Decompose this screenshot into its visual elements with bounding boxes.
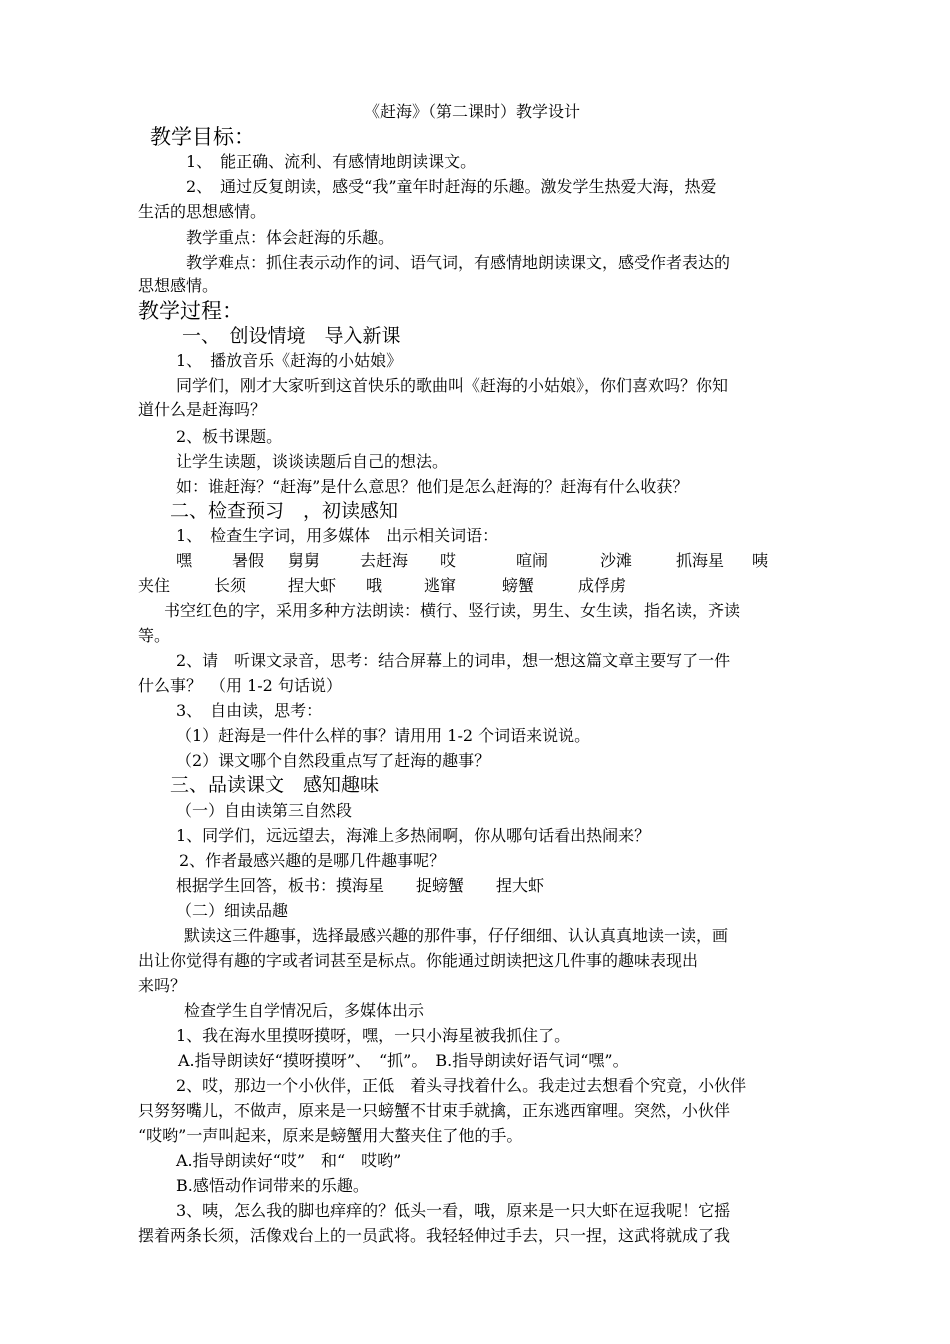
vocab-word: 暑假 bbox=[232, 551, 265, 570]
section-1-para-3: 如：谁赶海？“赶海”是什么意思？他们是怎么赶海的？赶海有什么收获？ bbox=[176, 477, 689, 496]
vocab-word: 捏大虾 bbox=[288, 576, 337, 595]
difficulty-line1: 教学难点：抓住表示动作的词、语气词，有感情地朗读课文，感受作者表达的 bbox=[186, 253, 731, 272]
difficulty-line2: 思想感情。 bbox=[138, 276, 219, 295]
vocab-row-2 bbox=[138, 576, 626, 596]
section-3-para-1-line2: 出让你觉得有趣的字或者词甚至是标点。你能通过朗读把这几件事的趣味表现出 bbox=[138, 951, 699, 970]
section-3-sub-1: （一）自由读第三自然段 bbox=[176, 801, 353, 820]
vocab-word: 哦 bbox=[366, 576, 383, 595]
example-2-guide-b: B.感悟动作词带来的乐趣。 bbox=[176, 1176, 369, 1195]
vocab-word: 去赶海 bbox=[360, 551, 409, 570]
section-3-item-2: 2、作者最感兴趣的是哪几件趣事呢？ bbox=[179, 851, 446, 870]
example-3-line1: 3、咦，怎么我的脚也痒痒的？低头一看，哦，原来是一只大虾在逗我呢！它摇 bbox=[176, 1201, 731, 1220]
goal-2-line2: 生活的思想感情。 bbox=[138, 202, 267, 221]
vocab-word: 喧闹 bbox=[516, 551, 549, 570]
vocab-word: 沙滩 bbox=[600, 551, 633, 570]
vocab-word: 螃蟹 bbox=[502, 576, 535, 595]
document-title: 《赶海》（第二课时）教学设计 bbox=[364, 102, 581, 121]
section-3-para-1-line3: 来吗？ bbox=[138, 976, 187, 995]
vocab-word: 哎 bbox=[440, 551, 457, 570]
section-3-board: 根据学生回答，板书：摸海星 捉螃蟹 捏大虾 bbox=[176, 876, 545, 895]
vocab-word: 舅舅 bbox=[288, 551, 321, 570]
vocab-word: 长须 bbox=[214, 576, 247, 595]
example-2-line3: “哎哟”一声叫起来，原来是螃蟹用大螯夹住了他的手。 bbox=[138, 1126, 523, 1145]
vocab-row-1 bbox=[176, 551, 768, 571]
section-3-heading: 三、品读课文 感知趣味 bbox=[170, 774, 380, 796]
section-3-item-1: 1、同学们，远远望去，海滩上多热闹啊，你从哪句话看出热闹来？ bbox=[176, 826, 651, 845]
example-3-line2: 摆着两条长须，活像戏台上的一员武将。我轻轻伸过手去，只一捏，这武将就成了我 bbox=[138, 1226, 731, 1245]
section-3-sub-2: （二）细读品趣 bbox=[176, 901, 289, 920]
vocab-word: 咦 bbox=[752, 551, 769, 570]
process-heading: 教学过程： bbox=[138, 299, 243, 323]
goal-1: 1、 能正确、流利、有感情地朗读课文。 bbox=[186, 152, 477, 171]
section-1-para-1-line2: 道什么是赶海吗？ bbox=[138, 400, 267, 419]
section-2-question-2: （2）课文哪个自然段重点写了赶海的趣事？ bbox=[176, 751, 491, 770]
key-point: 教学重点：体会赶海的乐趣。 bbox=[186, 228, 395, 247]
example-2-guide-a: A.指导朗读好“哎” 和“ 哎哟” bbox=[176, 1151, 402, 1170]
goal-2-line1: 2、 通过反复朗读，感受“我”童年时赶海的乐趣。激发学生热爱大海，热爱 bbox=[186, 177, 717, 196]
example-1-guide: A.指导朗读好“摸呀摸呀”、 “抓”。 B.指导朗读好语气词“嘿”。 bbox=[178, 1051, 629, 1070]
section-1-item-2: 2、板书课题。 bbox=[176, 427, 283, 446]
section-2-item-3: 3、 自由读，思考： bbox=[176, 701, 323, 720]
section-2-item-2-line2: 什么事？ （用 1-2 句话说） bbox=[138, 676, 342, 695]
section-1-heading: 一、 创设情境 导入新课 bbox=[182, 325, 401, 347]
section-2-heading: 二、检查预习 ，初读感知 bbox=[170, 500, 399, 522]
vocab-word: 夹住 bbox=[138, 576, 171, 595]
vocab-word: 逃窜 bbox=[424, 576, 457, 595]
section-1-item-1: 1、 播放音乐《赶海的小姑娘》 bbox=[176, 351, 403, 370]
vocab-word: 成俘虏 bbox=[578, 576, 627, 595]
section-3-para-1-line1: 默读这三件趣事，选择最感兴趣的那件事，仔仔细细、认认真真地读一读，画 bbox=[184, 926, 729, 945]
goals-heading: 教学目标： bbox=[150, 125, 255, 149]
section-1-para-1-line1: 同学们，刚才大家听到这首快乐的歌曲叫《赶海的小姑娘》，你们喜欢吗？你知 bbox=[176, 376, 729, 395]
vocab-word: 嘿 bbox=[176, 551, 193, 570]
example-2-line2: 只努努嘴儿，不做声，原来是一只螃蟹不甘束手就擒，正东逃西窜哩。突然，小伙伴 bbox=[138, 1101, 731, 1120]
vocab-word: 抓海星 bbox=[676, 551, 725, 570]
section-2-item-1: 1、 检查生字词，用多媒体 出示相关词语： bbox=[176, 526, 499, 545]
section-2-item-2-line1: 2、请 听课文录音，思考：结合屏幕上的词串，想一想这篇文章主要写了一件 bbox=[176, 651, 731, 670]
section-2-para-1-line2: 等。 bbox=[138, 626, 171, 645]
example-2-line1: 2、哎，那边一个小伙伴，正低 着头寻找着什么。我走过去想看个究竟，小伙伴 bbox=[176, 1076, 747, 1095]
section-2-question-1: （1）赶海是一件什么样的事？请用用 1-2 个词语来说说。 bbox=[176, 726, 591, 745]
example-1: 1、我在海水里摸呀摸呀，嘿，一只小海星被我抓住了。 bbox=[176, 1026, 571, 1045]
section-3-check: 检查学生自学情况后，多媒体出示 bbox=[184, 1001, 425, 1020]
section-2-para-1-line1: 书空红色的字，采用多种方法朗读：横行、竖行读，男生、女生读，指名读，齐读 bbox=[164, 601, 741, 620]
section-1-para-2: 让学生读题，谈谈读题后自己的想法。 bbox=[176, 452, 449, 471]
